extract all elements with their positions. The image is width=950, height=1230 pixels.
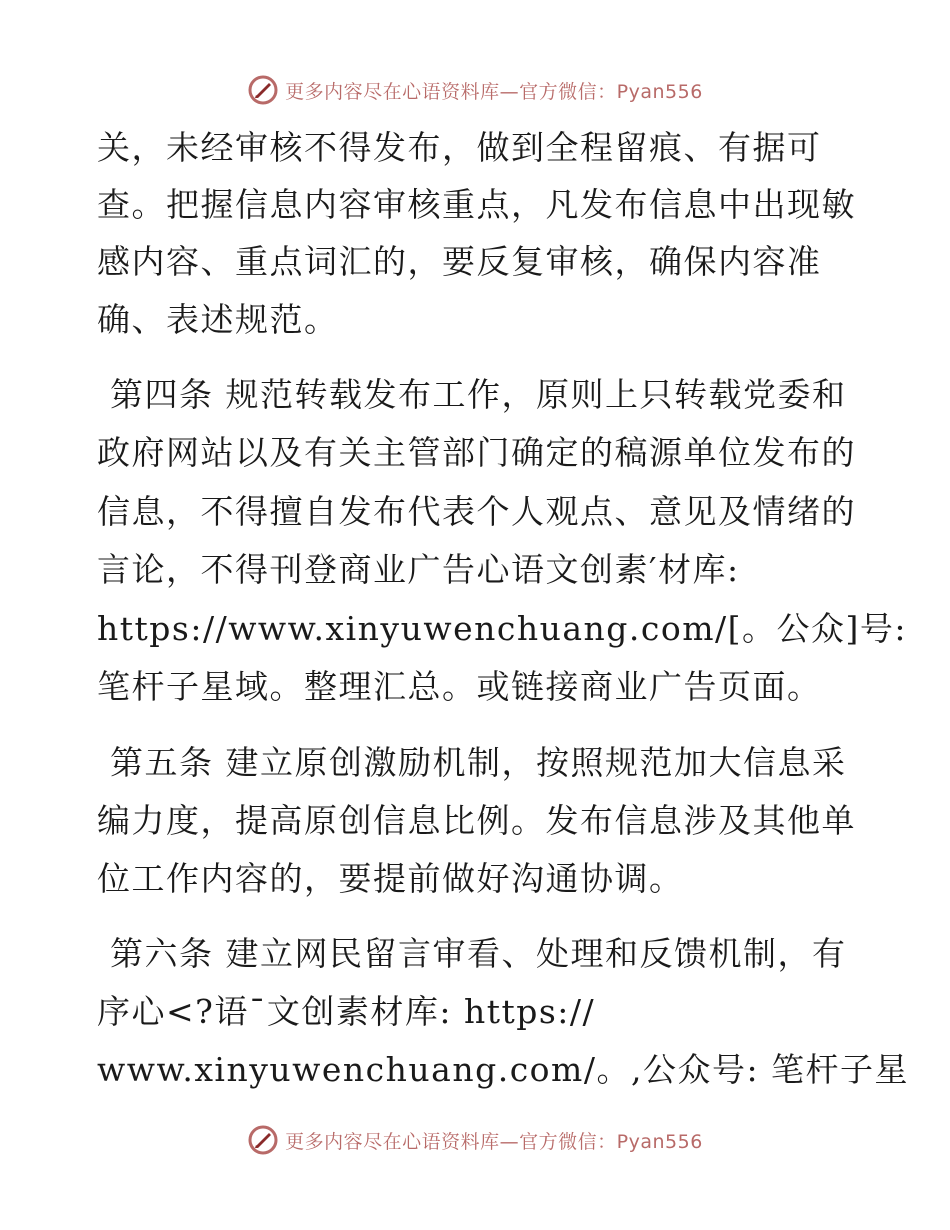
footer-banner-text: 更多内容尽在心语资料库—官方微信：Pyan556 — [285, 1130, 703, 1153]
article-six-heading: 第六条 建立网民留言审看、处理和反馈机制，有 — [110, 934, 847, 973]
header-banner — [0, 70, 950, 110]
url-line: https://www.xinyuwenchuang.com/[。公众]号: — [97, 609, 908, 648]
footer-banner — [0, 1120, 950, 1160]
text-line: 序心<?语¯文创素材库: https:// — [97, 992, 596, 1031]
header-banner-text: 更多内容尽在心语资料库—官方微信：Pyan556 — [285, 80, 703, 103]
text-line: 政府网站以及有关主管部门确定的稿源单位发布的 — [97, 433, 856, 472]
text-line: 查。把握信息内容审核重点，凡发布信息中出现敏 — [97, 185, 856, 224]
text-line: 笔杆子星域。整理汇总。或链接商业广告页面。 — [97, 667, 822, 706]
text-line: 言论，不得刊登商业广告心语文创素′材库: — [97, 550, 740, 589]
quill-seal-icon — [247, 74, 279, 106]
article-five-heading: 第五条 建立原创激励机制，按照规范加大信息采 — [110, 743, 847, 782]
article-four-heading: 第四条 规范转载发布工作，原则上只转载党委和 — [110, 375, 847, 414]
text-line: 位工作内容的，要提前做好沟通协调。 — [97, 859, 684, 898]
quill-seal-icon — [247, 1124, 279, 1156]
text-line: 确、表述规范。 — [97, 300, 339, 339]
text-line: 感内容、重点词汇的，要反复审核，确保内容准 — [97, 242, 822, 281]
text-line: 编力度，提高原创信息比例。发布信息涉及其他单 — [97, 801, 856, 840]
url-line: www.xinyuwenchuang.com/。,公众号: 笔杆子星 — [97, 1050, 910, 1089]
text-line: 信息，不得擅自发布代表个人观点、意见及情绪的 — [97, 492, 856, 531]
text-line: 关，未经审核不得发布，做到全程留痕、有据可 — [97, 128, 822, 167]
